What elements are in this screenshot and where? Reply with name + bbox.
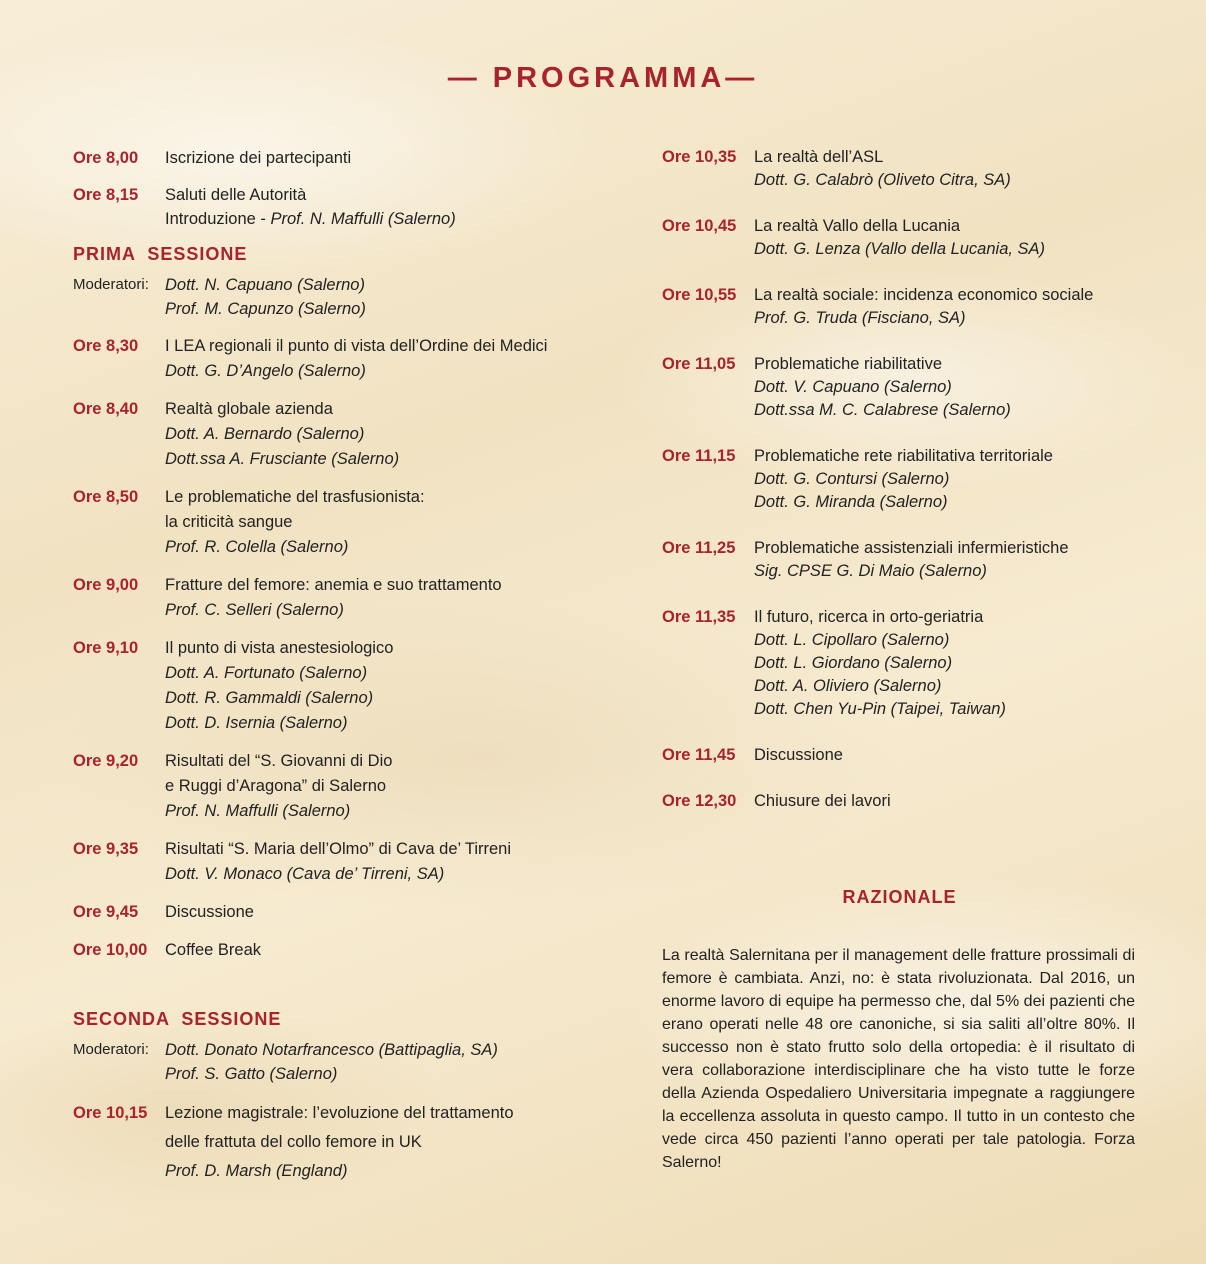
item-text: Iscrizione dei partecipanti	[165, 149, 352, 167]
speaker-name: Dott. N. Capuano (Salerno)	[165, 276, 365, 294]
speaker-name: Prof. D. Marsh (England)	[165, 1162, 348, 1180]
speaker-name: Dott. Donato Notarfrancesco (Battipaglia, SA)	[165, 1041, 498, 1059]
speaker-name: Dott. V. Capuano (Salerno)	[754, 378, 952, 396]
item-text: delle frattuta del collo femore in UK	[165, 1133, 422, 1151]
item-text: Fratture del femore: anemia e suo trattamento	[165, 576, 502, 594]
speaker-name: Dott. G. D’Angelo (Salerno)	[165, 362, 366, 380]
item-text: La realtà Vallo della Lucania	[754, 217, 961, 235]
item-text: la criticità sangue	[165, 513, 293, 531]
item-text: Lezione magistrale: l’evoluzione del trattamento	[165, 1104, 514, 1122]
page-title: — PROGRAMMA—	[447, 62, 759, 94]
session-heading: SECONDA SESSIONE	[73, 1009, 282, 1029]
item-time: Ore 8,50	[73, 488, 139, 506]
speaker-name: Prof. R. Colella (Salerno)	[165, 538, 349, 556]
program-item	[73, 183, 573, 231]
speaker-name: Prof. C. Selleri (Salerno)	[165, 601, 344, 619]
item-text-prefix: Introduzione -	[165, 210, 271, 228]
program-item	[662, 790, 1137, 813]
session-heading: PRIMA SESSIONE	[73, 244, 248, 264]
item-time: Ore 8,30	[73, 337, 139, 355]
item-text: Il punto di vista anestesiologico	[165, 639, 394, 657]
item-text: Problematiche rete riabilitativa territoriale	[754, 447, 1053, 465]
speaker-name: Dott. L. Giordano (Salerno)	[754, 654, 953, 672]
item-text: Risultati del “S. Giovanni di Dio	[165, 752, 393, 770]
speaker-name: Prof. N. Maffulli (Salerno)	[165, 802, 351, 820]
speaker-name: Dott. A. Oliviero (Salerno)	[754, 677, 942, 695]
item-text: Discussione	[165, 903, 254, 921]
speaker-name: Prof. M. Capunzo (Salerno)	[165, 300, 366, 318]
program-item	[662, 215, 1137, 261]
left-column	[73, 146, 573, 1186]
item-text: Chiusure dei lavori	[754, 792, 891, 810]
speaker-name: Prof. G. Truda (Fisciano, SA)	[754, 309, 966, 327]
speaker-name: Prof. N. Maffulli (Salerno)	[270, 210, 456, 228]
item-text: I LEA regionali il punto di vista dell’Ordine dei Medici	[165, 337, 548, 355]
moderators-label: Moderatori:	[73, 1041, 149, 1058]
program-item	[73, 397, 573, 472]
item-time: Ore 8,40	[73, 400, 139, 418]
speaker-name: Dott. G. Miranda (Salerno)	[754, 493, 948, 511]
item-time: Ore 10,45	[662, 217, 737, 235]
program-item	[662, 353, 1137, 422]
item-time: Ore 9,20	[73, 752, 139, 770]
item-time: Ore 9,45	[73, 903, 139, 921]
item-text: Le problematiche del trasfusionista:	[165, 488, 425, 506]
speaker-name: Dott. R. Gammaldi (Salerno)	[165, 689, 374, 707]
item-time: Ore 12,30	[662, 792, 737, 810]
item-time: Ore 11,05	[662, 355, 736, 373]
speaker-name: Dott. D. Isernia (Salerno)	[165, 714, 348, 732]
item-time: Ore 11,35	[662, 608, 736, 626]
program-item	[662, 284, 1137, 330]
item-time: Ore 11,25	[662, 539, 736, 557]
item-text: Coffee Break	[165, 941, 262, 959]
item-text: Realtà globale azienda	[165, 400, 333, 418]
speaker-name: Dott. G. Calabrò (Oliveto Citra, SA)	[754, 171, 1011, 189]
item-time: Ore 10,55	[662, 286, 737, 304]
program-item	[73, 1099, 573, 1186]
speaker-name: Dott. V. Monaco (Cava de’ Tirreni, SA)	[165, 865, 445, 883]
program-item	[73, 900, 573, 925]
razionale-text: La realtà Salernitana per il management delle fratture prossimali di femore è cambiata. Anzi, no: è stata rivoluzionata. Dal 2016, un enorme lavoro di equipe ha permesso che, dal 5% dei pazienti che erano operati nelle 48 ore canoniche, si sia saliti all’oltre 80%. Il successo non è stato frutto solo della ortopedia: è il risultato di vera collaborazione interdisciplinare che ha visto tutte le forze della Azienda Ospedaliero Universitaria impegnate a raggiungere la eccellenza assoluta in questo campo. Il tutto in un contesto che vede circa 450 pazienti l’anno operati per tale patologia. Forza Salerno!	[662, 947, 1135, 1171]
speaker-name: Dott. G. Lenza (Vallo della Lucania, SA)	[754, 240, 1046, 258]
program-item	[73, 485, 573, 560]
program-item	[662, 537, 1137, 583]
speaker-name: Dott. A. Fortunato (Salerno)	[165, 664, 368, 682]
program-item	[73, 146, 573, 170]
speaker-name: Dott. G. Contursi (Salerno)	[754, 470, 950, 488]
item-time: Ore 10,35	[662, 148, 737, 166]
speaker-name: Dott. L. Cipollaro (Salerno)	[754, 631, 950, 649]
speaker-name: Dott.ssa A. Frusciante (Salerno)	[165, 450, 400, 468]
item-time: Ore 10,15	[73, 1104, 148, 1122]
program-item	[662, 146, 1137, 192]
item-time: Ore 10,00	[73, 941, 148, 959]
program-item	[73, 573, 573, 623]
moderators	[73, 1038, 573, 1086]
speaker-name: Prof. S. Gatto (Salerno)	[165, 1065, 338, 1083]
item-time: Ore 11,15	[662, 447, 736, 465]
program-item	[73, 749, 573, 824]
item-text: Risultati “S. Maria dell’Olmo” di Cava de’ Tirreni	[165, 840, 511, 858]
item-text: Saluti delle Autorità	[165, 186, 307, 204]
speaker-name: Dott. Chen Yu-Pin (Taipei, Taiwan)	[754, 700, 1006, 718]
program-item	[73, 334, 573, 384]
razionale-heading: RAZIONALE	[842, 887, 957, 907]
item-time: Ore 9,35	[73, 840, 139, 858]
right-column	[662, 146, 1137, 813]
moderators	[73, 273, 573, 321]
item-time: Ore 9,10	[73, 639, 139, 657]
speaker-name: Sig. CPSE G. Di Maio (Salerno)	[754, 562, 987, 580]
speaker-name: Dott. A. Bernardo (Salerno)	[165, 425, 365, 443]
item-text: Problematiche assistenziali infermieristiche	[754, 539, 1069, 557]
program-item	[662, 606, 1137, 721]
item-text: Il futuro, ricerca in orto-geriatria	[754, 608, 984, 626]
item-text: Problematiche riabilitative	[754, 355, 943, 373]
program-item	[662, 445, 1137, 514]
item-text: e Ruggi d’Aragona” di Salerno	[165, 777, 387, 795]
program-item	[73, 938, 573, 963]
item-time: Ore 9,00	[73, 576, 139, 594]
item-text: La realtà dell’ASL	[754, 148, 884, 166]
item-time: Ore 11,45	[662, 746, 736, 764]
item-text: La realtà sociale: incidenza economico sociale	[754, 286, 1094, 304]
item-time: Ore 8,00	[73, 149, 139, 167]
program-item	[662, 744, 1137, 767]
item-time: Ore 8,15	[73, 186, 139, 204]
speaker-name: Dott.ssa M. C. Calabrese (Salerno)	[754, 401, 1011, 419]
moderators-label: Moderatori:	[73, 276, 149, 293]
program-item	[73, 837, 573, 887]
program-item	[73, 636, 573, 736]
item-text: Discussione	[754, 746, 843, 764]
item-text	[165, 207, 573, 231]
